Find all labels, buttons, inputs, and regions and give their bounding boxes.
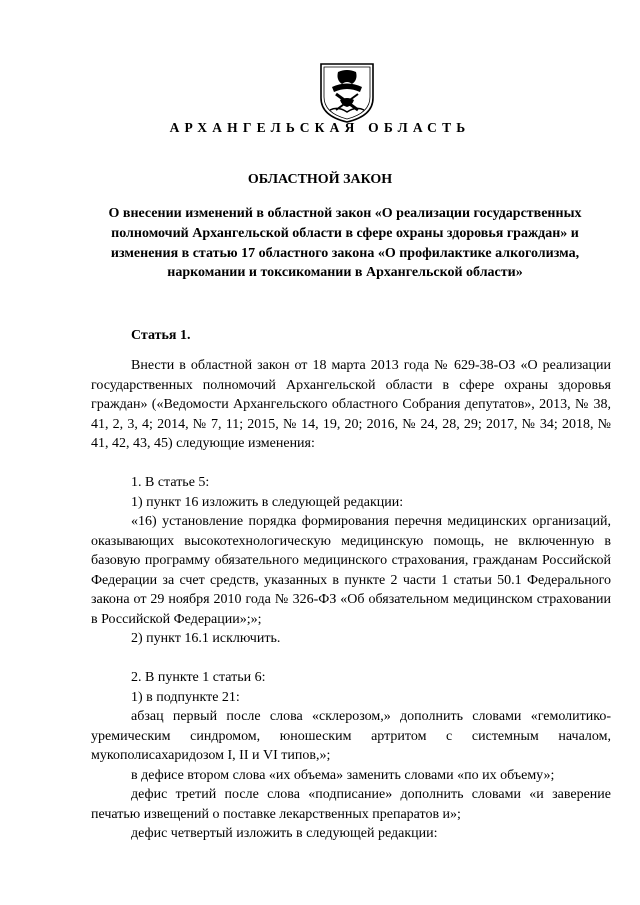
paragraph-gap <box>91 649 611 669</box>
paragraph-gap <box>91 454 611 474</box>
paragraph: 2) пункт 16.1 исключить. <box>131 631 281 646</box>
paragraph: 2. В пункте 1 статьи 6: <box>131 670 266 685</box>
paragraph: в дефисе втором слова «их объема» заменить словами «по их объему»; <box>131 767 555 783</box>
paragraph: 1) пункт 16 изложить в следующей редакции: <box>131 494 404 510</box>
paragraph: абзац первый после слова «склерозом,» дополнить словами «гемолитико-уремическим синдромом, юношеским артритом с системным началом, мукополисахаридозом I, II и VI типов,»; <box>91 709 611 763</box>
article-heading: Статья 1. <box>131 328 191 343</box>
document-type: ОБЛАСТНОЙ ЗАКОН <box>247 172 393 187</box>
article-body <box>91 356 611 844</box>
paragraph: 1) в подпункте 21: <box>131 689 240 705</box>
coat-of-arms-emblem <box>318 60 376 124</box>
paragraph: дефис четвертый изложить в следующей редакции: <box>131 826 438 841</box>
paragraph: «16) установление порядка формирования перечня медицинских организаций, оказывающих высокотехнологическую медицинскую помощь, не включенную в базовую программу обязательного медицинского страхования, гражданам Российской Федерации за счет средств, указанных в пункте 2 части 1 статьи 50.1 Федерального закона от 29 ноября 2010 года № 326-ФЗ «Об обязательном медицинском страховании в Российской Федерации»;»; <box>91 514 611 627</box>
paragraph: 1. В статье 5: <box>131 475 210 490</box>
region-name: АРХАНГЕЛЬСКАЯ ОБЛАСТЬ <box>169 120 471 135</box>
paragraph: Внести в областной закон от 18 марта 2013 года № 629-38-ОЗ «О реализации государственных полномочий Архангельской области в сфере охраны здоровья граждан» («Ведомости Архангельского областного Собрания депутатов», 2013, № 38, 41, 2, 3, 4; 2014, № 7, 11; 2015, № 14, 19, 20; 2016, № 24, 28, 29; 2017, № 34; 2018, № 41, 42, 43, 45) следующие изменения: <box>91 358 611 451</box>
law-title: О внесении изменений в областной закон «О реализации государственных полномочий Архангельской области в сфере охраны здоровья граждан» и изменения в статью 17 областного закона «О профилактике алкоголизма, наркомании и токсикомании в Архангельской области» <box>108 206 582 281</box>
paragraph: дефис третий после слова «подписание» дополнить словами «и заверение печатью извещений о поставке лекарственных препаратов и»; <box>91 787 611 822</box>
